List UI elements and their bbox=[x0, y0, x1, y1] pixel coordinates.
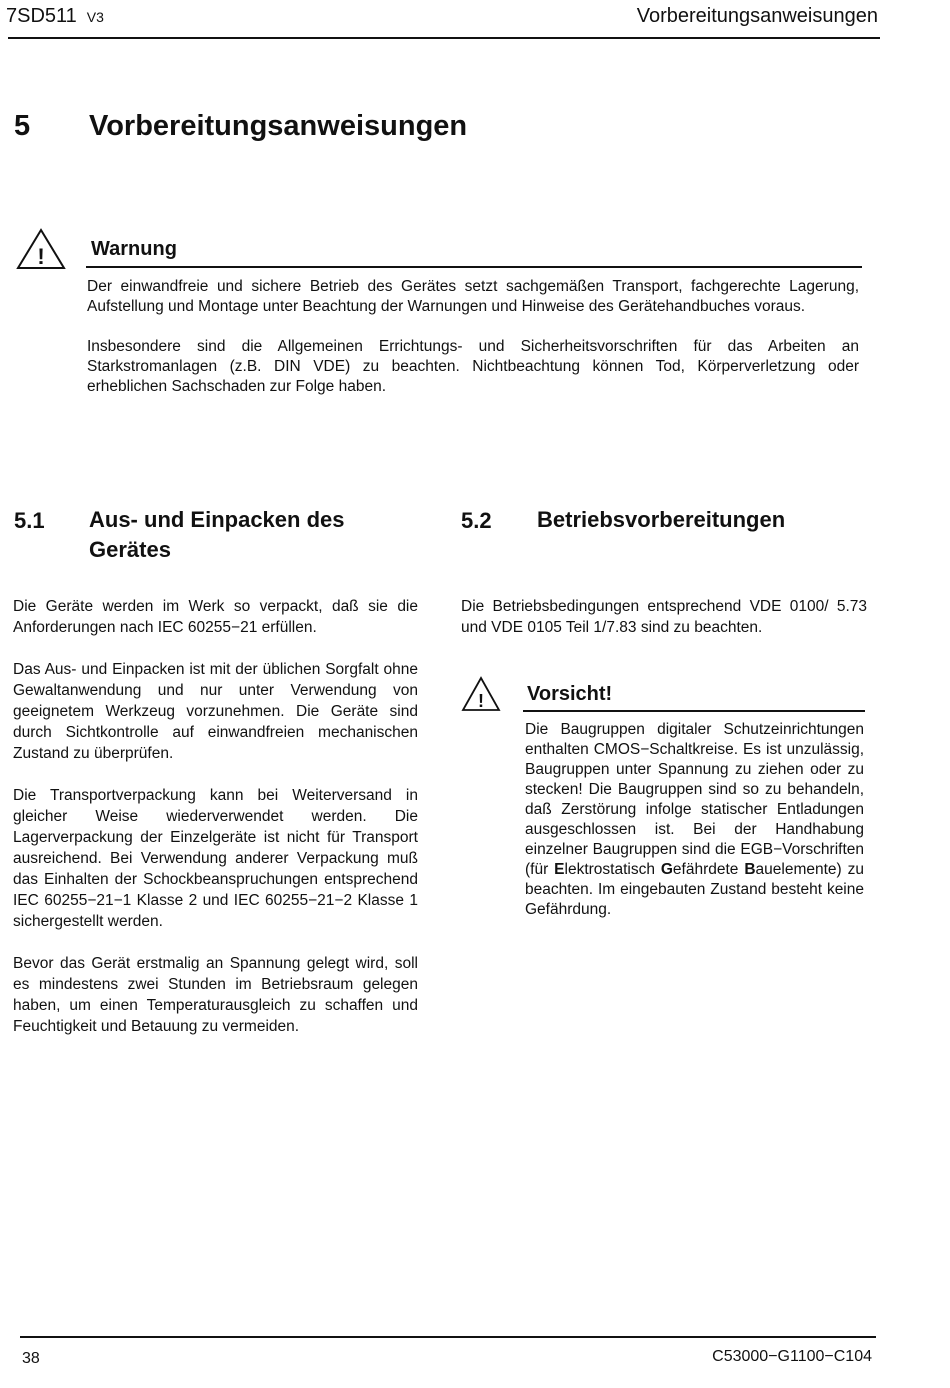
section-5-1-paragraph: Die Transportverpackung kann bei Weiterversand in gleicher Weise wiederverwendet werden. Die Lagerverpackung der Einzelgeräte ist nicht für Transport ausreichend. Bei Verwendung anderer Verpackung muß das Einhalten der Schockbeanspruchungen entsprechend IEC 60255−21−1 Klasse 2 und IEC 60255−21−2 Klasse 1 sichergestellt werden. bbox=[13, 787, 418, 930]
chapter-number: 5 bbox=[14, 110, 31, 142]
section-5-1-title bbox=[89, 505, 419, 565]
caution-paragraph bbox=[525, 720, 864, 920]
caution-triangle-icon bbox=[461, 676, 501, 712]
section-5-2-paragraph: Die Betriebsbedingungen entsprechend VDE 0100/ 5.73 und VDE 0105 Teil 1/7.83 sind zu beachten. bbox=[461, 598, 867, 636]
section-5-1-paragraph: Die Geräte werden im Werk so verpackt, daß sie die Anforderungen nach IEC 60255−21 erfüllen. bbox=[13, 598, 418, 636]
egb-word-rest: lektrostatisch bbox=[564, 861, 661, 878]
section-5-1-paragraph: Das Aus- und Einpacken ist mit der üblichen Sorgfalt ohne Gewaltanwendung und nur unter Verwendung von geeignetem Werkzeug vorzunehmen. Die Geräte sind durch Sichtkontrolle auf einwandfreien mechanischen Zustand zu überprüfen. bbox=[13, 661, 418, 762]
egb-letter-e: E bbox=[554, 861, 565, 878]
egb-word-rest: auelemente) bbox=[755, 861, 842, 878]
warning-title: Warnung bbox=[91, 238, 177, 260]
caution-text: Die Baugruppen digitaler Schutzeinrichtungen enthalten CMOS−Schaltkreise. Es ist unzulässig, Baugruppen unter Spannung zu ziehen oder zu stecken! Die Baugruppen sind so zu behandeln, daß Zerstörung infolge statischer Entladungen ausgeschlossen ist. Bei der Handhabung einzelner Baugruppen sind die EGB−Vorschriften (für bbox=[525, 721, 864, 878]
page-number: 38 bbox=[22, 1350, 40, 1367]
caution-text: zu beachten. Im eingebauten Zustand besteht keine Gefährdung. bbox=[525, 861, 864, 918]
header-rule bbox=[8, 37, 880, 39]
warning-paragraph: Der einwandfreie und sichere Betrieb des Gerätes setzt sachgemäßen Transport, fachgerechte Lagerung, Aufstellung und Montage unter Beachtung der Warnungen und Hinweise des Gerätehandbuches voraus. bbox=[87, 278, 859, 315]
section-5-2-title: Betriebsvorbereitungen bbox=[537, 507, 786, 532]
doc-code-text: 7SD511 bbox=[6, 5, 77, 27]
order-number: C53000−G1100−C104 bbox=[712, 1348, 872, 1365]
running-header-title: Vorbereitungsanweisungen bbox=[636, 5, 878, 27]
section-5-1-title-line: Aus- und Einpacken des bbox=[89, 507, 345, 532]
egb-letter-g: G bbox=[660, 861, 673, 878]
section-5-1-paragraph: Bevor das Gerät erstmalig an Spannung gelegt wird, soll es mindestens zwei Stunden im Betriebsraum gelegen haben, um einen Temperaturausgleich zu schaffen und Feuchtigkeit und Betauung zu vermeiden. bbox=[13, 955, 418, 1035]
egb-word-rest: efährdete bbox=[672, 861, 745, 878]
warning-triangle-icon bbox=[16, 228, 66, 270]
section-5-1-body bbox=[13, 596, 418, 1058]
warning-body bbox=[87, 277, 859, 417]
warning-paragraph: Insbesondere sind die Allgemeinen Errichtungs- und Sicherheitsvorschriften für das Arbeiten an Starkstromanlagen (z.B. DIN VDE) zu beachten. Nichtbeachtung können Tod, Körperverletzung oder erheblichen Sachschaden zur Folge haben. bbox=[87, 338, 859, 395]
caution-body bbox=[525, 720, 864, 920]
warning-symbol: ! bbox=[37, 244, 45, 269]
version-label: V3 bbox=[86, 9, 104, 25]
chapter-title: Vorbereitungsanweisungen bbox=[89, 110, 468, 142]
section-5-1-title-line: Gerätes bbox=[89, 537, 171, 562]
warning-title-rule bbox=[86, 266, 862, 268]
caution-symbol: ! bbox=[478, 691, 484, 711]
footer-rule bbox=[20, 1336, 876, 1338]
caution-title: Vorsicht! bbox=[527, 683, 613, 705]
section-5-1-number: 5.1 bbox=[14, 508, 45, 533]
section-5-2-body bbox=[461, 596, 867, 659]
egb-letter-b: B bbox=[744, 861, 756, 878]
section-5-2-number: 5.2 bbox=[461, 508, 492, 533]
caution-title-rule bbox=[523, 710, 865, 712]
document-code bbox=[6, 5, 104, 28]
